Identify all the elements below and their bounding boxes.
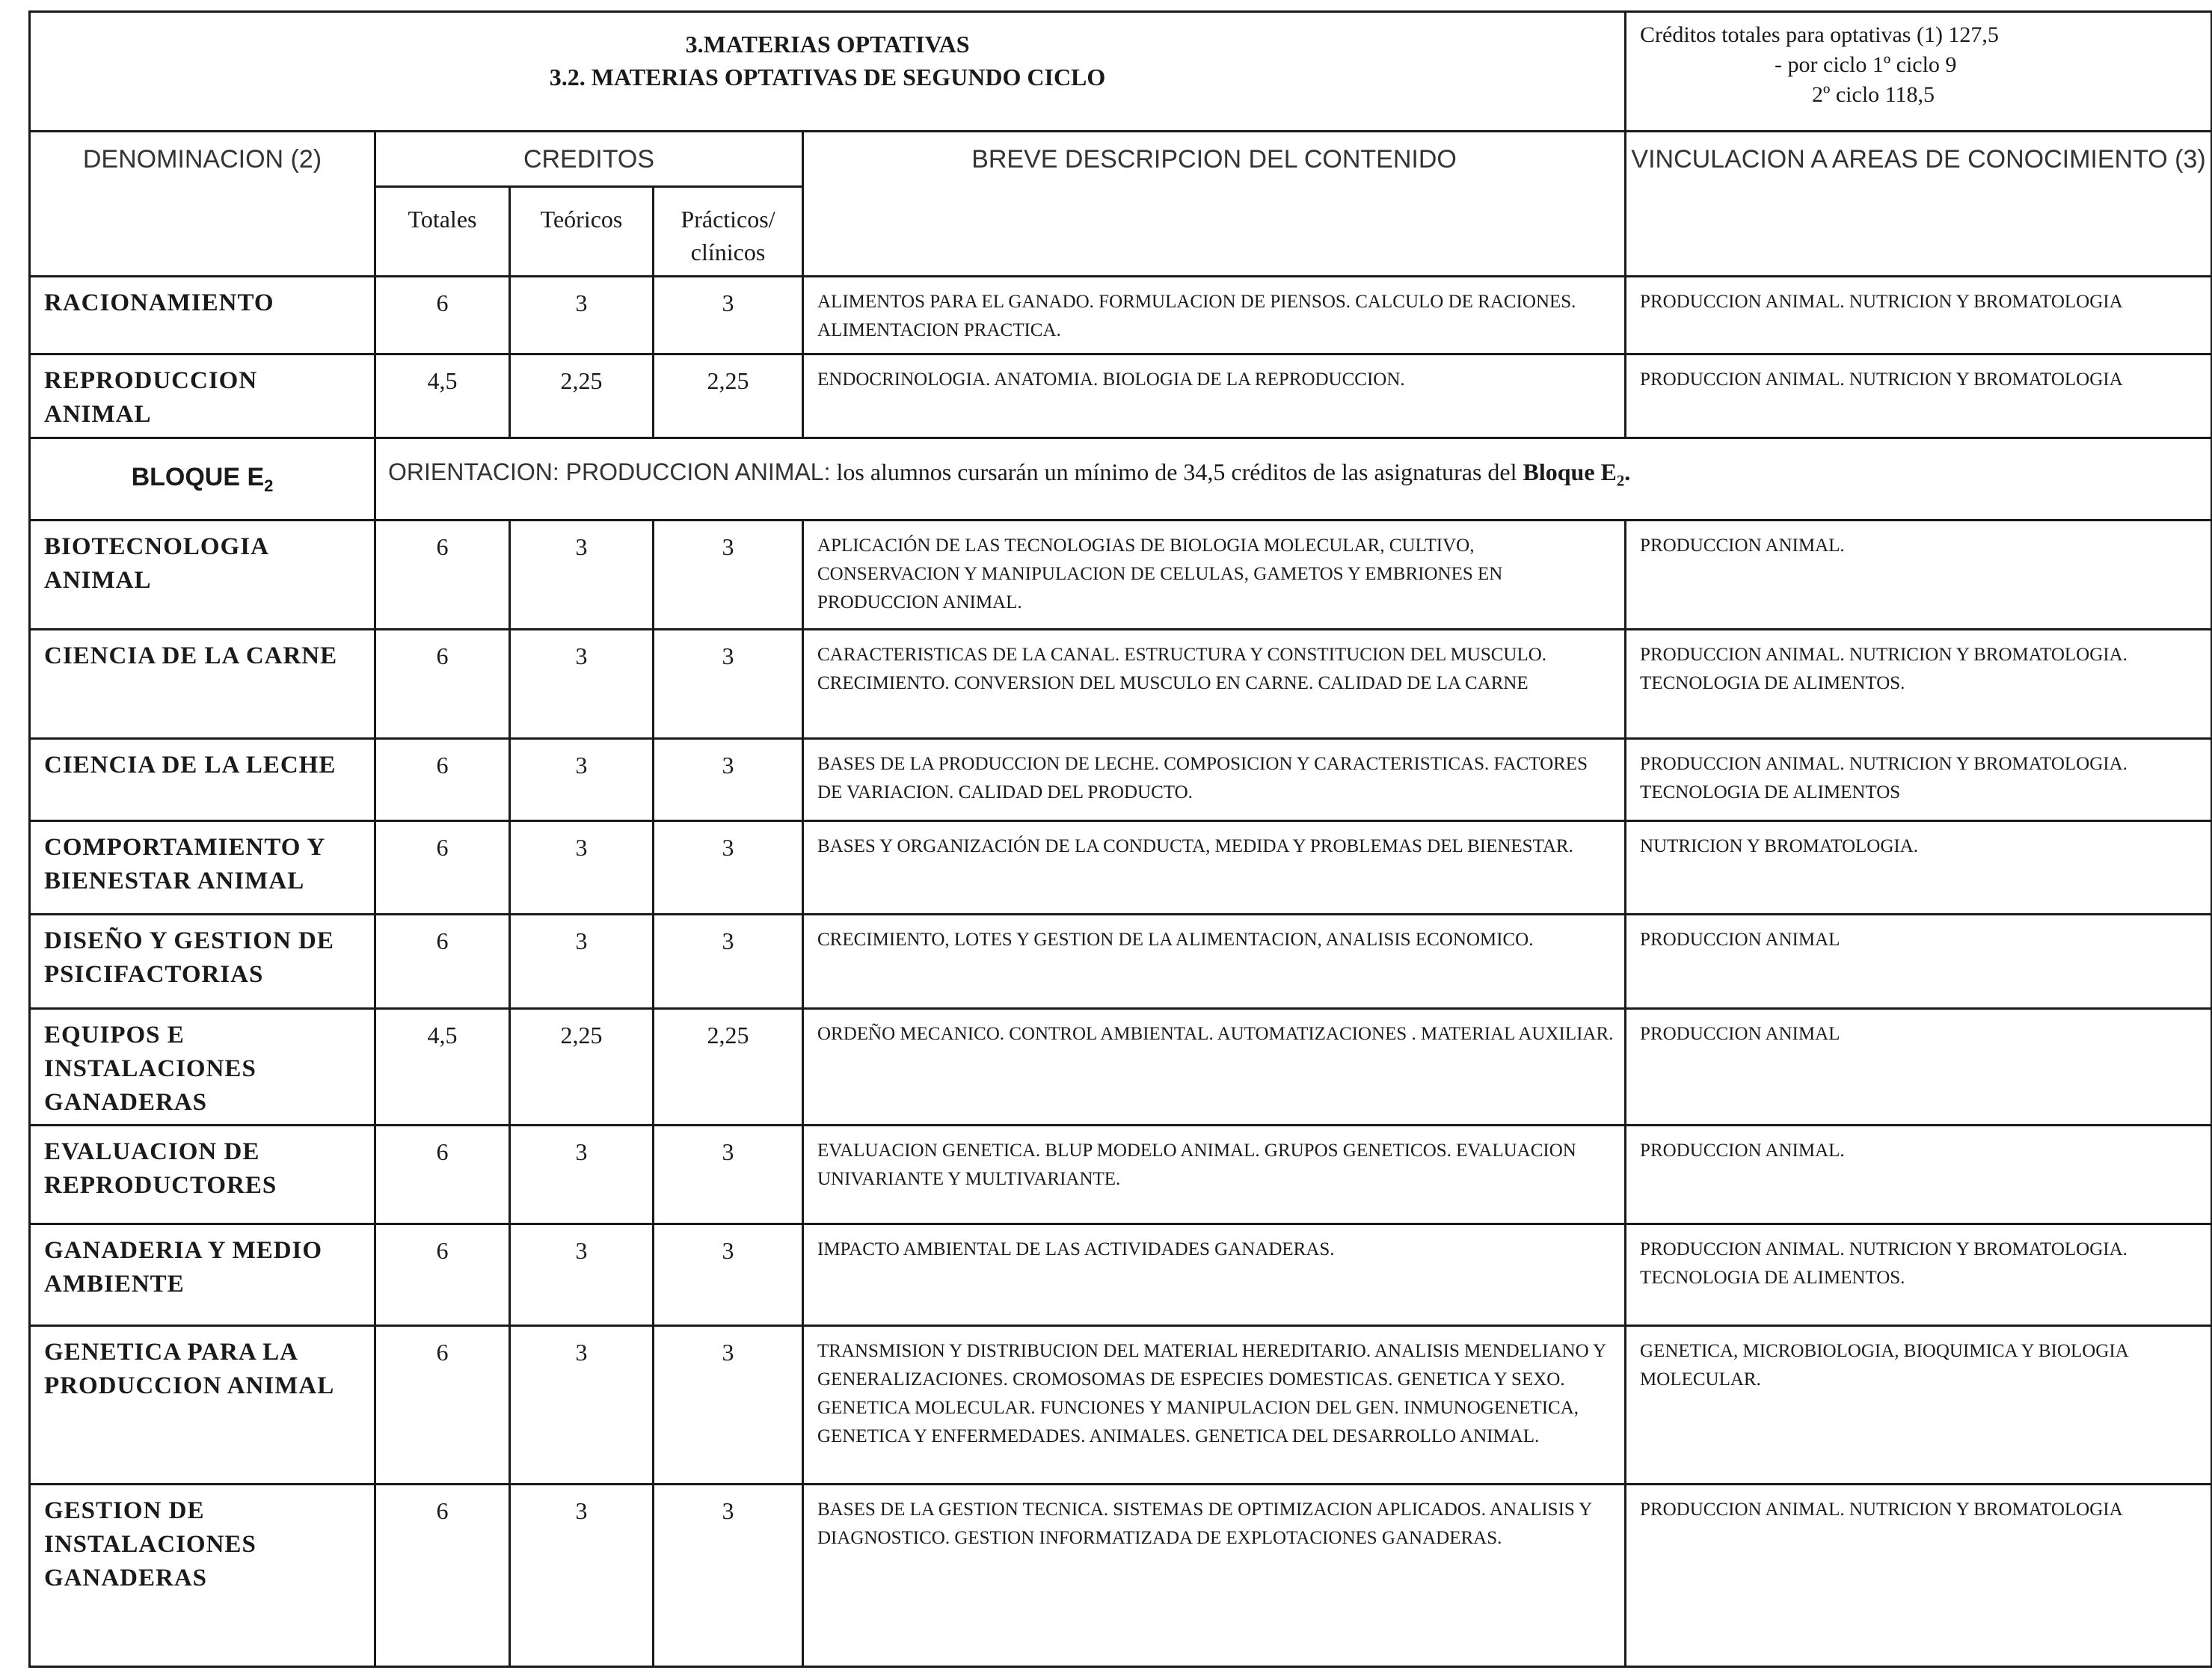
credits-teoricos: 3 (510, 1125, 654, 1224)
orientation-label: ORIENTACION: PRODUCCION ANIMAL: (388, 458, 831, 486)
col-creditos: CREDITOS (375, 132, 803, 187)
subject-description: TRANSMISION Y DISTRIBUCION DEL MATERIAL HEREDITARIO. ANALISIS MENDELIANO Y GENERALIZACIONES. CROMOSOMAS DE ESPECIES DOMESTICAS. GENETICA Y SEXO. GENETICA MOLECULAR. FUNCIONES Y MANIPULACION DEL GEN. INMUNOGENETICA, GENETICA Y ENFERMEDADES. ANIMALES. GENETICA DEL DESARROLLO ANIMAL. (803, 1325, 1626, 1484)
bloque-orientation (375, 438, 2212, 521)
subject-description: ORDEÑO MECANICO. CONTROL AMBIENTAL. AUTOMATIZACIONES . MATERIAL AUXILIAR. (803, 1008, 1626, 1125)
subject-area: NUTRICION Y BROMATOLOGIA. (1626, 821, 2212, 914)
credits-totales: 6 (375, 1125, 510, 1224)
subject-name: BIOTECNOLOGIA ANIMAL (30, 521, 375, 630)
credits-teoricos: 2,25 (510, 1008, 654, 1125)
orientation-bold: Bloque E (1523, 458, 1617, 486)
subject-name: CIENCIA DE LA CARNE (30, 630, 375, 739)
col-practicos: Prácticos/ clínicos (654, 187, 803, 277)
subject-area: PRODUCCION ANIMAL. NUTRICION Y BROMATOLOGIA (1626, 277, 2212, 354)
subject-name: GANADERIA Y MEDIO AMBIENTE (30, 1224, 375, 1325)
table-row (30, 1224, 2212, 1325)
credits-line-2: - por ciclo 1º ciclo 9 (1775, 52, 1957, 77)
subject-description: EVALUACION GENETICA. BLUP MODELO ANIMAL. GRUPOS GENETICOS. EVALUACION UNIVARIANTE Y MULTIVARIANTE. (803, 1125, 1626, 1224)
credits-practicos: 3 (654, 1224, 803, 1325)
table-row (30, 914, 2212, 1008)
subject-name: GESTION DE INSTALACIONES GANADERAS (30, 1484, 375, 1666)
credits-practicos: 3 (654, 630, 803, 739)
credits-totales: 6 (375, 1484, 510, 1666)
col-teoricos: Teóricos (510, 187, 654, 277)
subject-name: COMPORTAMIENTO Y BIENESTAR ANIMAL (30, 821, 375, 914)
credits-teoricos: 3 (510, 277, 654, 354)
title-line-1: 3.MATERIAS OPTATIVAS (685, 31, 970, 58)
credits-practicos: 3 (654, 521, 803, 630)
subject-name: GENETICA PARA LA PRODUCCION ANIMAL (30, 1325, 375, 1484)
subject-name: CIENCIA DE LA LECHE (30, 739, 375, 821)
bloque-label-sub: 2 (264, 476, 274, 495)
subject-area: PRODUCCION ANIMAL. (1626, 1125, 2212, 1224)
table-row (30, 1484, 2212, 1666)
credits-teoricos: 3 (510, 1325, 654, 1484)
subject-description: BASES Y ORGANIZACIÓN DE LA CONDUCTA, MEDIDA Y PROBLEMAS DEL BIENESTAR. (803, 821, 1626, 914)
column-header-row (30, 132, 2212, 187)
col-descripcion: BREVE DESCRIPCION DEL CONTENIDO (803, 132, 1626, 277)
subject-area: PRODUCCION ANIMAL. NUTRICION Y BROMATOLOGIA (1626, 1484, 2212, 1666)
subject-description: CRECIMIENTO, LOTES Y GESTION DE LA ALIMENTACION, ANALISIS ECONOMICO. (803, 914, 1626, 1008)
optativas-table (28, 10, 2212, 1668)
credits-line-3: 2º ciclo 118,5 (1812, 82, 1935, 107)
table-row (30, 1125, 2212, 1224)
table-row (30, 630, 2212, 739)
subject-area: PRODUCCION ANIMAL. (1626, 521, 2212, 630)
credits-teoricos: 3 (510, 1224, 654, 1325)
subject-name: REPRODUCCION ANIMAL (30, 354, 375, 438)
credits-teoricos: 3 (510, 739, 654, 821)
col-vinculacion: VINCULACION A AREAS DE CONOCIMIENTO (3) (1626, 132, 2212, 277)
credits-practicos: 3 (654, 1325, 803, 1484)
subject-area: PRODUCCION ANIMAL (1626, 914, 2212, 1008)
credits-totales: 6 (375, 821, 510, 914)
subject-area: GENETICA, MICROBIOLOGIA, BIOQUIMICA Y BIOLOGIA MOLECULAR. (1626, 1325, 2212, 1484)
table-row (30, 1325, 2212, 1484)
subject-description: IMPACTO AMBIENTAL DE LAS ACTIVIDADES GANADERAS. (803, 1224, 1626, 1325)
credits-teoricos: 3 (510, 521, 654, 630)
credits-teoricos: 3 (510, 1484, 654, 1666)
credits-teoricos: 3 (510, 630, 654, 739)
subject-area: PRODUCCION ANIMAL. NUTRICION Y BROMATOLOGIA. TECNOLOGIA DE ALIMENTOS. (1626, 1224, 2212, 1325)
subject-name: RACIONAMIENTO (30, 277, 375, 354)
credits-totales: 6 (375, 277, 510, 354)
table-row (30, 277, 2212, 354)
credits-line-1: Créditos totales para optativas (1) 127,5 (1640, 22, 1999, 47)
credits-practicos: 3 (654, 739, 803, 821)
credits-totales: 4,5 (375, 1008, 510, 1125)
credits-practicos: 3 (654, 277, 803, 354)
table-row (30, 1008, 2212, 1125)
credits-teoricos: 3 (510, 914, 654, 1008)
subject-area: PRODUCCION ANIMAL. NUTRICION Y BROMATOLOGIA. TECNOLOGIA DE ALIMENTOS. (1626, 630, 2212, 739)
subject-description: BASES DE LA PRODUCCION DE LECHE. COMPOSICION Y CARACTERISTICAS. FACTORES DE VARIACION. CALIDAD DEL PRODUCTO. (803, 739, 1626, 821)
col-denominacion: DENOMINACION (2) (30, 132, 375, 277)
subject-name: EQUIPOS E INSTALACIONES GANADERAS (30, 1008, 375, 1125)
bloque-label-text: BLOQUE E (131, 462, 265, 491)
credits-practicos: 3 (654, 1125, 803, 1224)
orientation-end: . (1624, 458, 1631, 486)
bloque-row (30, 438, 2212, 521)
header-row (30, 12, 2212, 132)
table-row (30, 821, 2212, 914)
page-title (30, 12, 1626, 132)
credits-practicos: 3 (654, 821, 803, 914)
table-row (30, 354, 2212, 438)
credits-practicos: 2,25 (654, 1008, 803, 1125)
subject-name: EVALUACION DE REPRODUCTORES (30, 1125, 375, 1224)
credits-totales: 6 (375, 521, 510, 630)
credits-totales: 6 (375, 1224, 510, 1325)
credits-teoricos: 3 (510, 821, 654, 914)
credits-totales: 6 (375, 1325, 510, 1484)
subject-area: PRODUCCION ANIMAL. NUTRICION Y BROMATOLOGIA. TECNOLOGIA DE ALIMENTOS (1626, 739, 2212, 821)
col-totales: Totales (375, 187, 510, 277)
subject-area: PRODUCCION ANIMAL. NUTRICION Y BROMATOLOGIA (1626, 354, 2212, 438)
credits-summary (1626, 12, 2212, 132)
subject-description: CARACTERISTICAS DE LA CANAL. ESTRUCTURA Y CONSTITUCION DEL MUSCULO. CRECIMIENTO. CONVERSION DEL MUSCULO EN CARNE. CALIDAD DE LA CARNE (803, 630, 1626, 739)
credits-totales: 6 (375, 739, 510, 821)
credits-totales: 6 (375, 914, 510, 1008)
credits-totales: 4,5 (375, 354, 510, 438)
credits-practicos: 3 (654, 914, 803, 1008)
bloque-label (30, 438, 375, 521)
subject-name: DISEÑO Y GESTION DE PSICIFACTORIAS (30, 914, 375, 1008)
table-row (30, 739, 2212, 821)
credits-practicos: 3 (654, 1484, 803, 1666)
subject-description: ALIMENTOS PARA EL GANADO. FORMULACION DE PIENSOS. CALCULO DE RACIONES. ALIMENTACION PRACTICA. (803, 277, 1626, 354)
subject-area: PRODUCCION ANIMAL (1626, 1008, 2212, 1125)
credits-totales: 6 (375, 630, 510, 739)
credits-teoricos: 2,25 (510, 354, 654, 438)
subject-description: BASES DE LA GESTION TECNICA. SISTEMAS DE OPTIMIZACION APLICADOS. ANALISIS Y DIAGNOSTICO. GESTION INFORMATIZADA DE EXPLOTACIONES GANADERAS. (803, 1484, 1626, 1666)
table-row (30, 521, 2212, 630)
title-line-2: 3.2. MATERIAS OPTATIVAS DE SEGUNDO CICLO (549, 64, 1106, 90)
subject-description: ENDOCRINOLOGIA. ANATOMIA. BIOLOGIA DE LA REPRODUCCION. (803, 354, 1626, 438)
subject-description: APLICACIÓN DE LAS TECNOLOGIAS DE BIOLOGIA MOLECULAR, CULTIVO, CONSERVACION Y MANIPULACION DE CELULAS, GAMETOS Y EMBRIONES EN PRODUCCION ANIMAL. (803, 521, 1626, 630)
orientation-bold-sub: 2 (1616, 472, 1625, 490)
orientation-text: los alumnos cursarán un mínimo de 34,5 créditos de las asignaturas del (830, 458, 1523, 486)
credits-practicos: 2,25 (654, 354, 803, 438)
